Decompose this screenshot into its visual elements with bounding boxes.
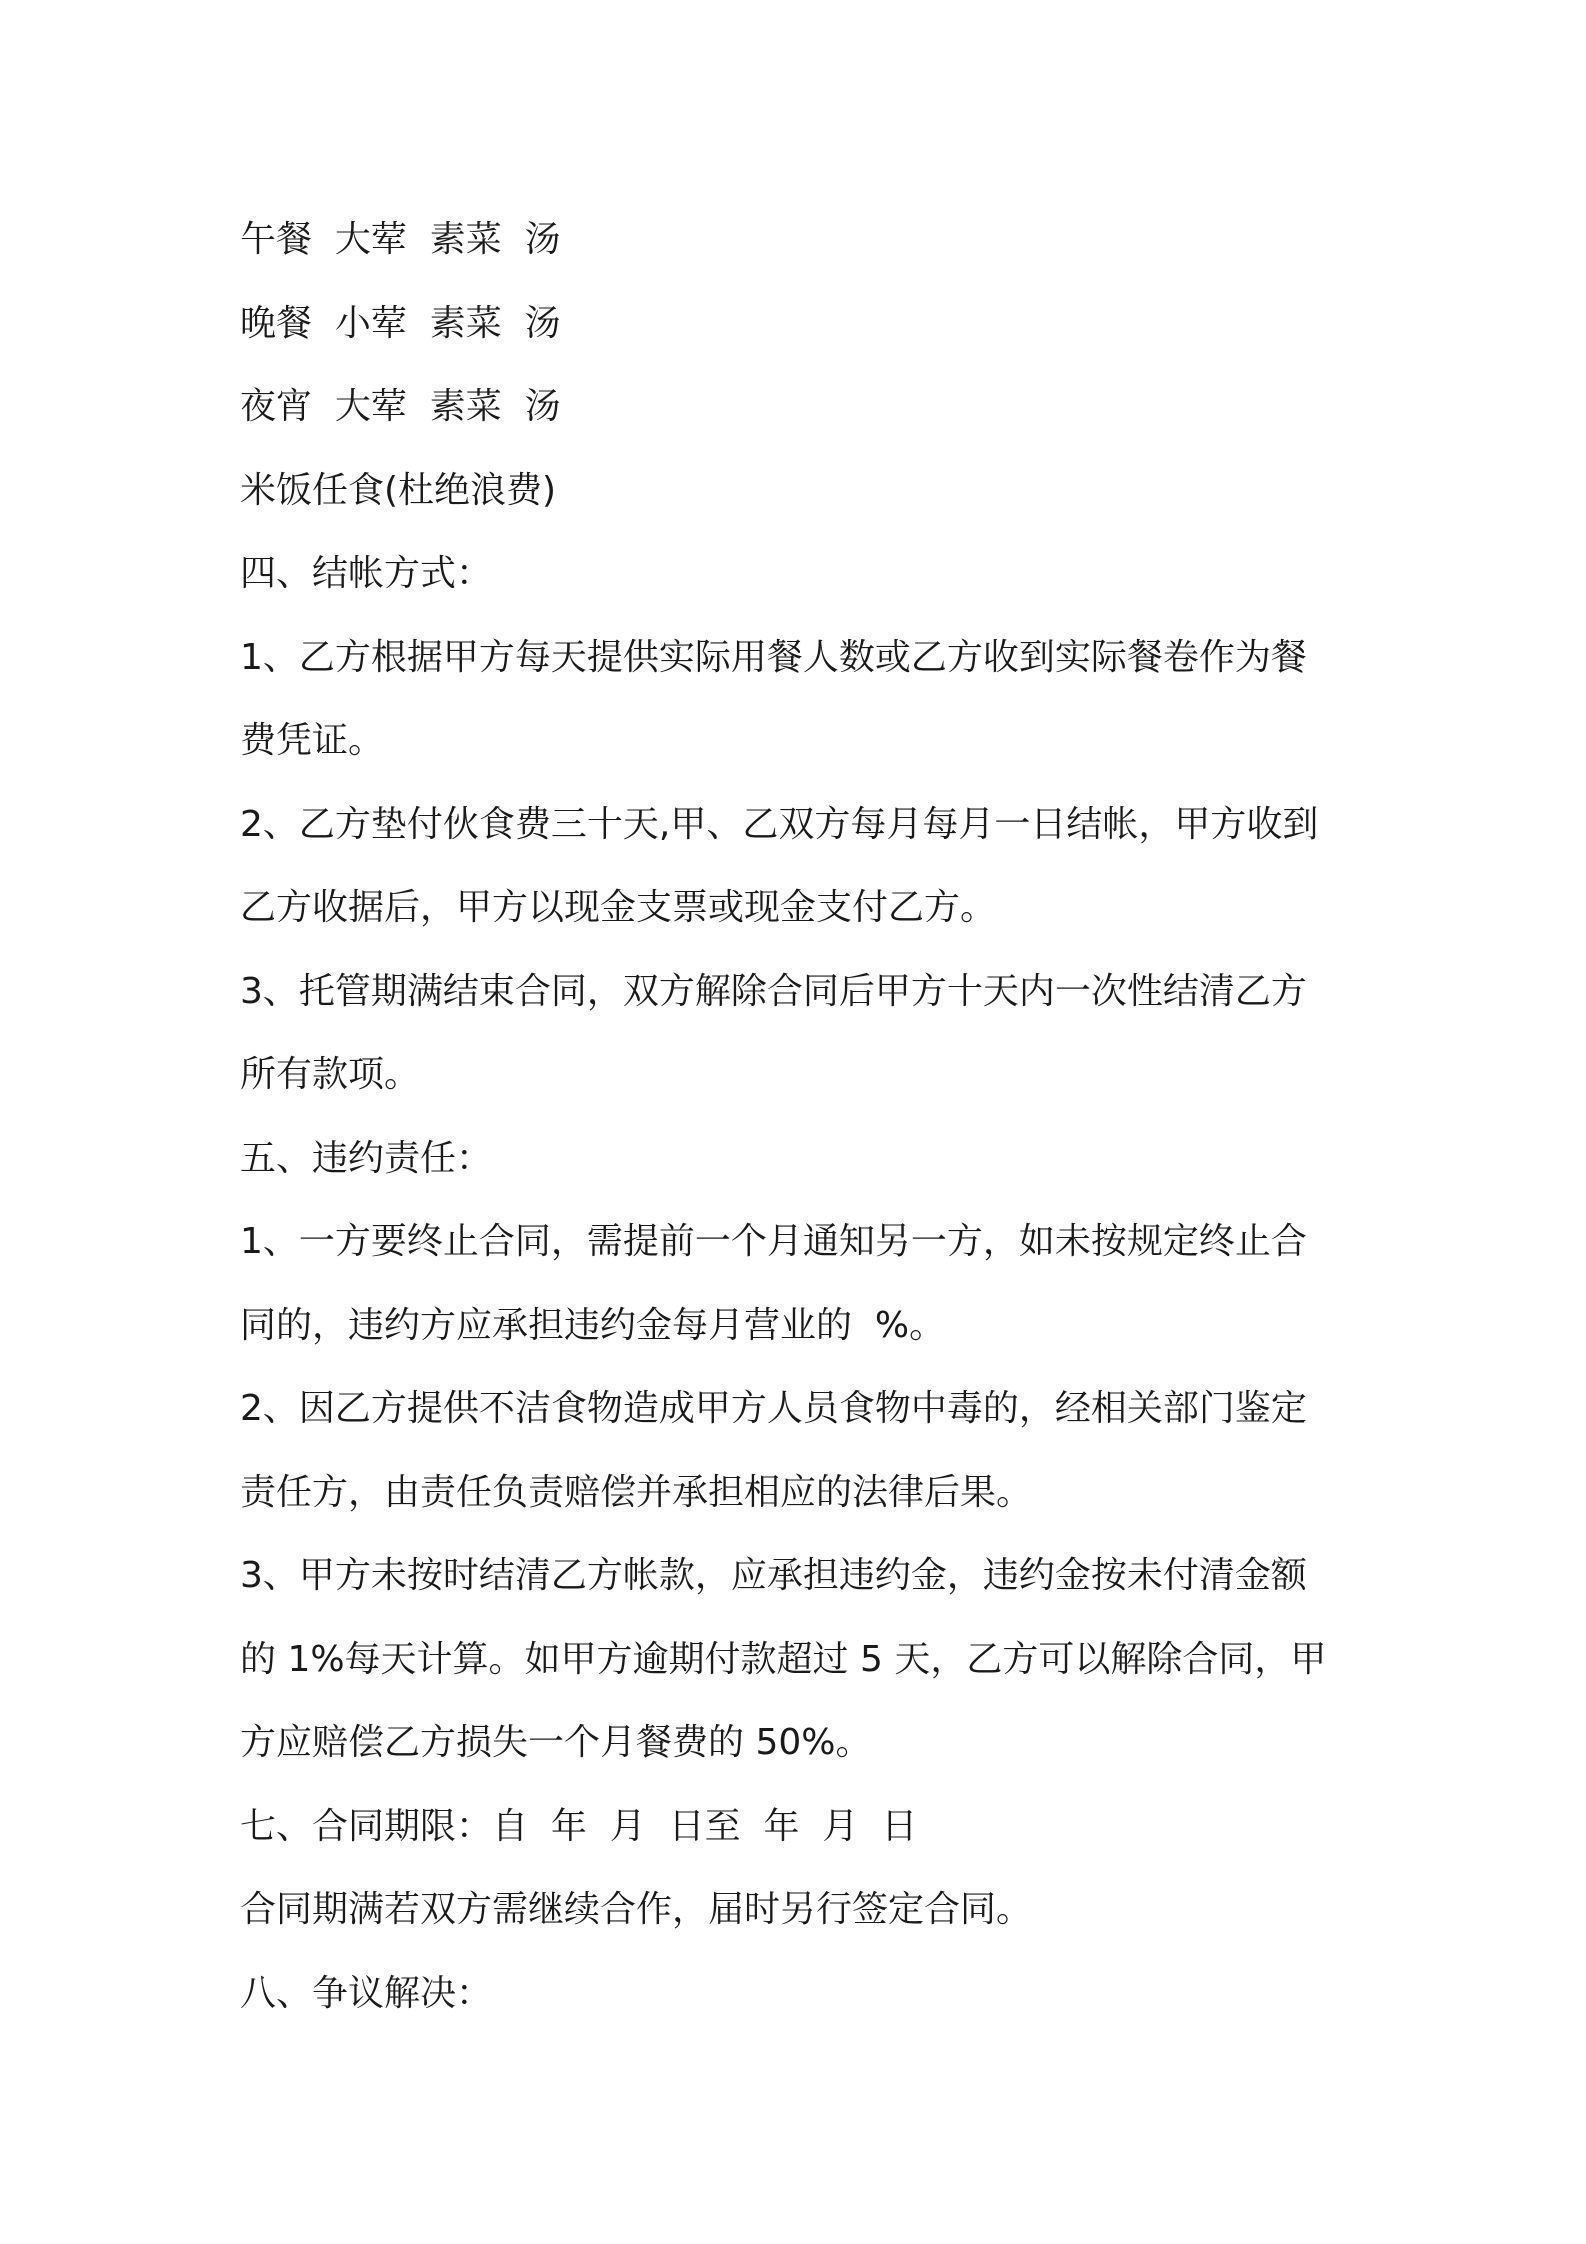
menu-dinner-line: 晚餐 小荤 素菜 汤 (240, 302, 561, 344)
section-heading-term: 七、合同期限：自 年 月 日至 年 月 日 (240, 1805, 918, 1847)
liability-clause-2-line-1: 2、因乙方提供不洁食物造成甲方人员食物中毒的，经相关部门鉴定 (240, 1388, 1307, 1429)
liability-clause-1-line-1: 1、一方要终止合同，需提前一个月通知另一方，如未按规定终止合 (240, 1221, 1307, 1262)
section-heading-dispute: 八、争议解决： (240, 1972, 493, 2014)
liability-clause-3-line-3: 方应赔偿乙方损失一个月餐费的 50%。 (240, 1722, 872, 1763)
liability-clause-3-line-1: 3、甲方未按时结清乙方帐款，应承担违约金，违约金按未付清金额 (240, 1555, 1307, 1596)
section-heading-settlement: 四、结帐方式： (240, 553, 493, 594)
settlement-clause-3-line-2: 所有款项。 (240, 1054, 421, 1095)
menu-rice-line: 米饭任食(杜绝浪费) (240, 469, 557, 511)
settlement-clause-3-line-1: 3、托管期满结束合同，双方解除合同后甲方十天内一次性结清乙方 (240, 970, 1307, 1012)
liability-clause-1-line-2: 同的，违约方应承担违约金每月营业的 %。 (240, 1304, 946, 1346)
term-renewal-line: 合同期满若双方需继续合作，届时另行签定合同。 (240, 1889, 1033, 1930)
liability-clause-2-line-2: 责任方，由责任负责赔偿并承担相应的法律后果。 (240, 1471, 1033, 1513)
liability-clause-3-line-2: 的 1%每天计算。如甲方逾期付款超过 5 天，乙方可以解除合同，甲 (240, 1638, 1327, 1680)
settlement-clause-2-line-2: 乙方收据后，甲方以现金支票或现金支付乙方。 (240, 887, 997, 928)
menu-lunch-line: 午餐 大荤 素菜 汤 (240, 219, 561, 260)
settlement-clause-1-line-2: 费凭证。 (240, 720, 385, 761)
section-heading-liability: 五、违约责任： (240, 1137, 493, 1179)
menu-night-snack-line: 夜宵 大荤 素菜 汤 (240, 386, 561, 427)
document-body (240, 198, 1350, 2035)
settlement-clause-2-line-1: 2、乙方垫付伙食费三十天,甲、乙双方每月每月一日结帐，甲方收到 (240, 803, 1319, 845)
settlement-clause-1-line-1: 1、乙方根据甲方每天提供实际用餐人数或乙方收到实际餐卷作为餐 (240, 636, 1307, 678)
